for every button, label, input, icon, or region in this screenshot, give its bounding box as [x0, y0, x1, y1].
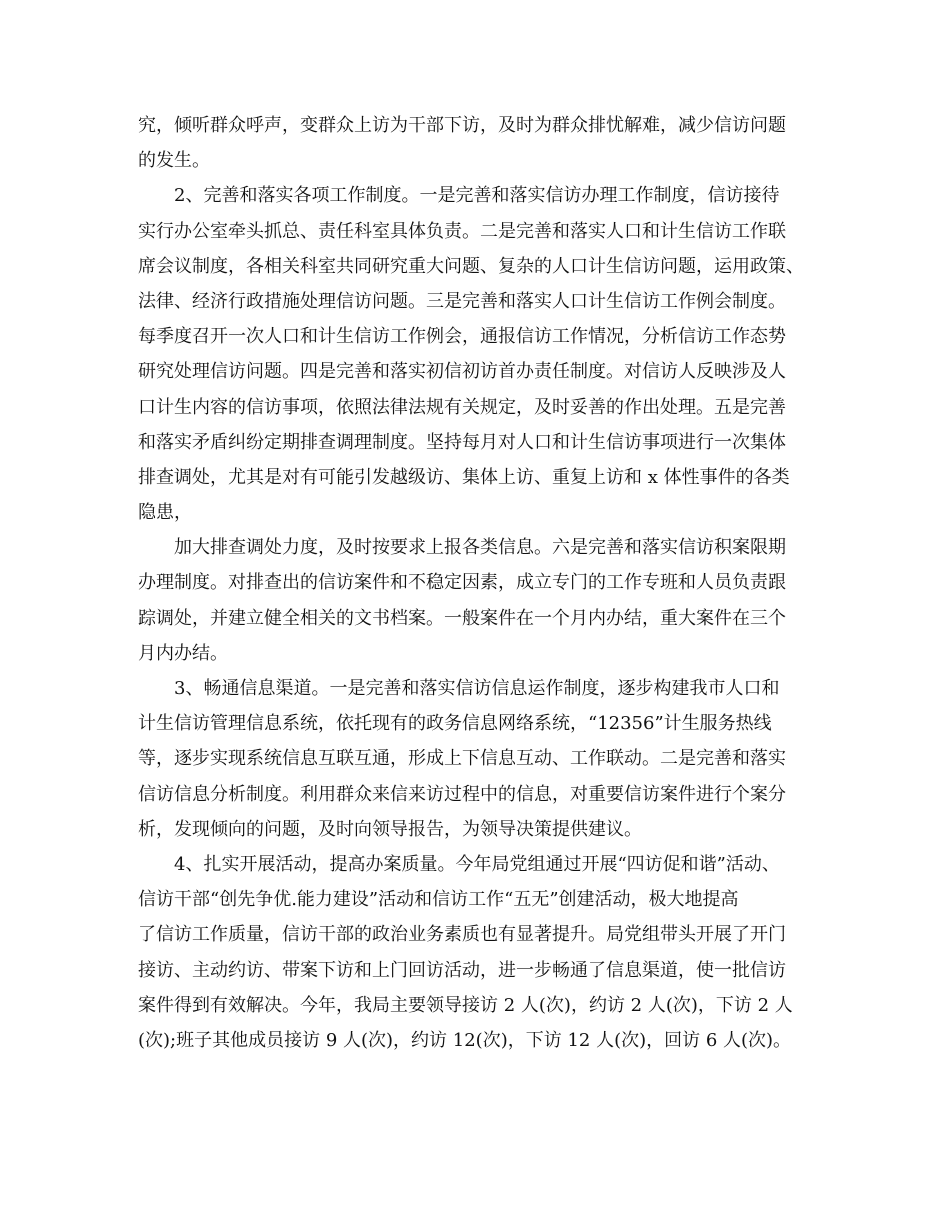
- text-line: 信访干部“创先争优.能力建设”活动和信访工作“五无”创建活动，极大地提高: [138, 889, 739, 911]
- text-line: 每季度召开一次人口和计生信访工作例会，通报信访工作情况，分析信访工作态势: [138, 326, 786, 348]
- text-line: 接访、主动约访、带案下访和上门回访活动，进一步畅通了信息渠道，使一批信访: [138, 959, 786, 981]
- paragraph-first-line: 4、扎实开展活动，提高办案质量。今年局党组通过开展“四访促和谐”活动、: [174, 853, 780, 875]
- text-line: 隐患，: [138, 502, 192, 524]
- text-line: 月内办结。: [138, 642, 228, 664]
- text-line: 信访信息分析制度。利用群众来信来访过程中的信息，对重要信访案件进行个案分: [138, 783, 786, 805]
- text-line: 究，倾听群众呼声，变群众上访为干部下访，及时为群众排忧解难，减少信访问题: [138, 115, 786, 136]
- text-line: 席会议制度，各相关科室共同研究重大问题、复杂的人口计生信访问题，运用政策、: [138, 255, 804, 277]
- text-line: 计生信访管理信息系统，依托现有的政务信息网络系统，“12356”计生服务热线: [138, 713, 772, 735]
- paragraph-first-line: 3、畅通信息渠道。一是完善和落实信访信息运作制度，逐步构建我市人口和: [174, 678, 780, 699]
- text-line: 的发生。: [138, 150, 210, 172]
- paragraph-first-line: 加大排查调处力度，及时按要求上报各类信息。六是完善和落实信访积案限期: [174, 537, 786, 559]
- text-line: 办理制度。对排查出的信访案件和不稳定因素，成立专门的工作专班和人员负责跟: [138, 572, 786, 594]
- text-line: 实行办公室牵头抓总、责任科室具体负责。二是完善和落实人口和计生信访工作联: [138, 220, 786, 242]
- text-line: (次);班子其他成员接访 9 人(次)，约访 12(次)，下访 12 人(次)，回访 6 人(次)。: [138, 1029, 792, 1051]
- document-body: [138, 108, 828, 1058]
- text-line: 了信访工作质量，信访干部的政治业务素质也有显著提升。局党组带头开展了开门: [138, 924, 786, 946]
- text-line: 研究处理信访问题。四是完善和落实初信初访首办责任制度。对信访人反映涉及人: [138, 361, 786, 383]
- text-line: 案件得到有效解决。今年，我局主要领导接访 2 人(次)，约访 2 人(次)，下访 2 人: [138, 994, 793, 1016]
- text-line: 法律、经济行政措施处理信访问题。三是完善和落实人口计生信访工作例会制度。: [138, 290, 786, 312]
- paragraph-first-line: 2、完善和落实各项工作制度。一是完善和落实信访办理工作制度，信访接待: [174, 185, 780, 207]
- text-line: 踪调处，并建立健全相关的文书档案。一般案件在一个月内办结，重大案件在三个: [138, 607, 786, 629]
- text-line: 析，发现倾向的问题，及时向领导报告，为领导决策提供建议。: [138, 818, 642, 840]
- text-line: 排查调处，尤其是对有可能引发越级访、集体上访、重复上访和 x 体性事件的各类: [138, 466, 790, 488]
- text-line: 口计生内容的信访事项，依照法律法规有关规定，及时妥善的作出处理。五是完善: [138, 396, 786, 418]
- text-line: 等，逐步实现系统信息互联互通，形成上下信息互动、工作联动。二是完善和落实: [138, 748, 786, 770]
- text-line: 和落实矛盾纠纷定期排查调理制度。坚持每月对人口和计生信访事项进行一次集体: [138, 431, 786, 453]
